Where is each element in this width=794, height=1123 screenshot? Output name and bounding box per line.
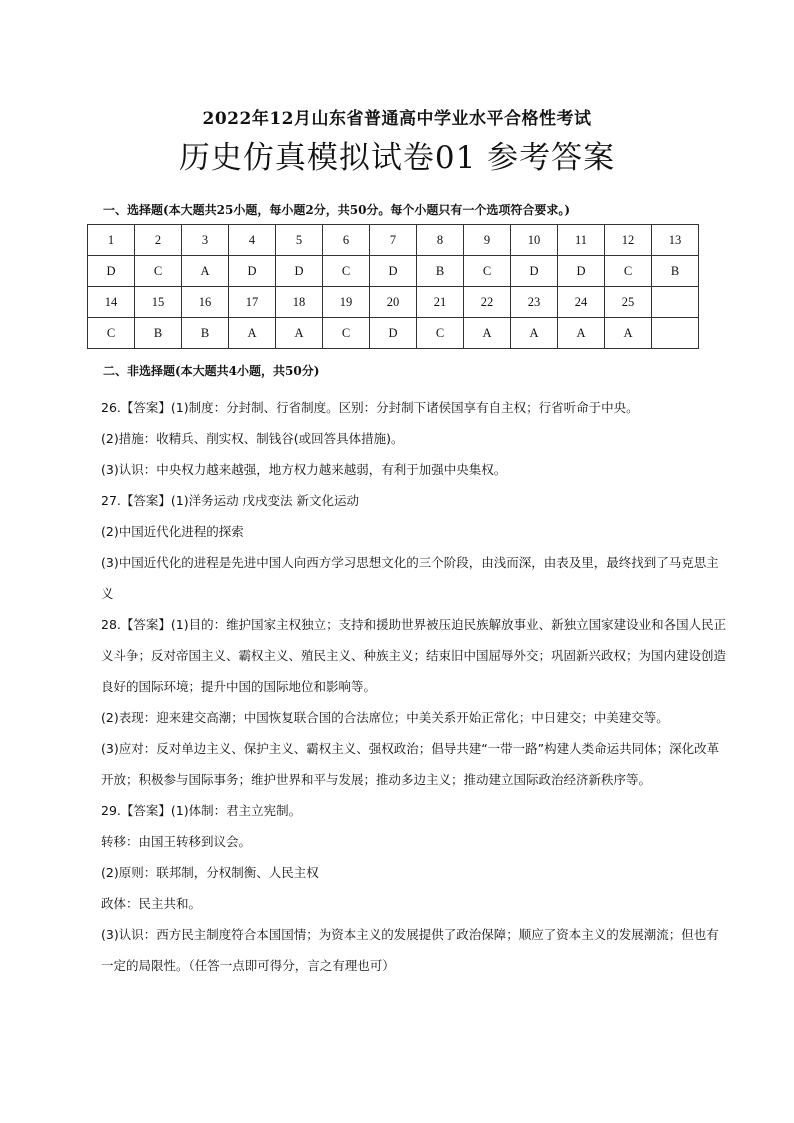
empty-cell: [652, 287, 699, 318]
question-number: 5: [276, 225, 323, 256]
answer-letter: C: [605, 256, 652, 287]
answer-paragraph: (2)措施：收精兵、削实权、制钱谷(或回答具体措施)。: [101, 431, 404, 446]
answer-paragraph: 政体：民主共和。: [101, 896, 202, 911]
question-number: 25: [605, 287, 652, 318]
answer-letter: B: [135, 318, 182, 349]
table-row: [88, 256, 699, 287]
question-number: 24: [558, 287, 605, 318]
table-row: [88, 318, 699, 349]
answer-letter: C: [88, 318, 135, 349]
question-number: 10: [511, 225, 558, 256]
answer-letter: A: [229, 318, 276, 349]
answer-paragraph: 27.【答案】(1)洋务运动 戊戌变法 新文化运动: [101, 493, 360, 508]
answer-letter: C: [323, 256, 370, 287]
answer-paragraph: 26.【答案】(1)制度：分封制、行省制度。区别：分封制下诸侯国享有自主权；行省听命于中央。: [101, 400, 639, 415]
answer-letter: C: [135, 256, 182, 287]
answer-letter: D: [370, 318, 417, 349]
answer-paragraph: (3)认识：西方民主制度符合本国国情；为资本主义的发展提供了政治保障；顺应了资本主义的发展潮流；但也有一定的局限性。（任答一点即可得分，言之有理也可）: [101, 927, 719, 973]
question-number: 6: [323, 225, 370, 256]
question-number: 14: [88, 287, 135, 318]
answer-paragraph: (2)原则：联邦制，分权制衡、人民主权: [101, 865, 319, 880]
question-number: 4: [229, 225, 276, 256]
question-number: 3: [182, 225, 229, 256]
answer-paragraph: (2)中国近代化进程的探索: [101, 524, 244, 539]
answer-letter: B: [182, 318, 229, 349]
answer-letter: B: [417, 256, 464, 287]
question-number: 21: [417, 287, 464, 318]
answer-paragraph: 28.【答案】(1)目的：维护国家主权独立；支持和援助世界被压迫民族解放事业、新独立国家建设业和各国人民正义斗争；反对帝国主义、霸权主义、殖民主义、种族主义；结束旧中国屈辱外交；巩固新兴政权；为国内建设创造良好的国际环境；提升中国的国际地位和影响等。: [101, 617, 727, 694]
answer-key-title: 历史仿真模拟试卷01 参考答案: [178, 140, 616, 176]
answer-table: [87, 224, 699, 349]
answer-letter: A: [182, 256, 229, 287]
table-row: [88, 287, 699, 318]
answer-body: [101, 392, 731, 981]
question-number: 15: [135, 287, 182, 318]
answer-letter: B: [652, 256, 699, 287]
section-heading-choice: 一、选择题(本大题共25小题，每小题2分，共50分。每个小题只有一个选项符合要求。): [103, 203, 571, 217]
question-number: 11: [558, 225, 605, 256]
answer-paragraph: (3)中国近代化的进程是先进中国人向西方学习思想文化的三个阶段，由浅而深，由表及里，最终找到了马克思主义: [101, 555, 719, 601]
question-number: 20: [370, 287, 417, 318]
answer-letter: A: [464, 318, 511, 349]
question-number: 12: [605, 225, 652, 256]
answer-paragraph: (3)应对：反对单边主义、保护主义、霸权主义、强权政治；倡导共建“一带一路”构建人类命运共同体；深化改革开放；积极参与国际事务；维护世界和平与发展；推动多边主义；推动建立国际政治经济新秩序等。: [101, 741, 720, 787]
section-heading-non-choice: 二、非选择题(本大题共4小题，共50分): [103, 364, 320, 378]
question-number: 22: [464, 287, 511, 318]
answer-paragraph: 转移：由国王转移到议会。: [101, 834, 252, 849]
answer-letter: A: [605, 318, 652, 349]
table-row: [88, 225, 699, 256]
question-number: 9: [464, 225, 511, 256]
question-number: 23: [511, 287, 558, 318]
answer-letter: D: [276, 256, 323, 287]
empty-cell: [652, 318, 699, 349]
question-number: 13: [652, 225, 699, 256]
question-number: 19: [323, 287, 370, 318]
answer-letter: C: [323, 318, 370, 349]
answer-letter: D: [511, 256, 558, 287]
answer-letter: C: [464, 256, 511, 287]
answer-letter: A: [558, 318, 605, 349]
question-number: 8: [417, 225, 464, 256]
answer-paragraph: (2)表现：迎来建交高潮；中国恢复联合国的合法席位；中美关系开始正常化；中日建交；中美建交等。: [101, 710, 669, 725]
answer-paragraph: (3)认识：中央权力越来越强，地方权力越来越弱，有利于加强中央集权。: [101, 462, 507, 477]
question-number: 16: [182, 287, 229, 318]
question-number: 17: [229, 287, 276, 318]
answer-letter: D: [370, 256, 417, 287]
answer-letter: C: [417, 318, 464, 349]
answer-letter: D: [88, 256, 135, 287]
answer-letter: D: [229, 256, 276, 287]
question-number: 1: [88, 225, 135, 256]
question-number: 18: [276, 287, 323, 318]
question-number: 7: [370, 225, 417, 256]
answer-letter: D: [558, 256, 605, 287]
exam-title: 2022年12月山东省普通高中学业水平合格性考试: [202, 109, 592, 129]
question-number: 2: [135, 225, 182, 256]
answer-letter: A: [511, 318, 558, 349]
answer-paragraph: 29.【答案】(1)体制：君主立宪制。: [101, 803, 302, 818]
answer-letter: A: [276, 318, 323, 349]
